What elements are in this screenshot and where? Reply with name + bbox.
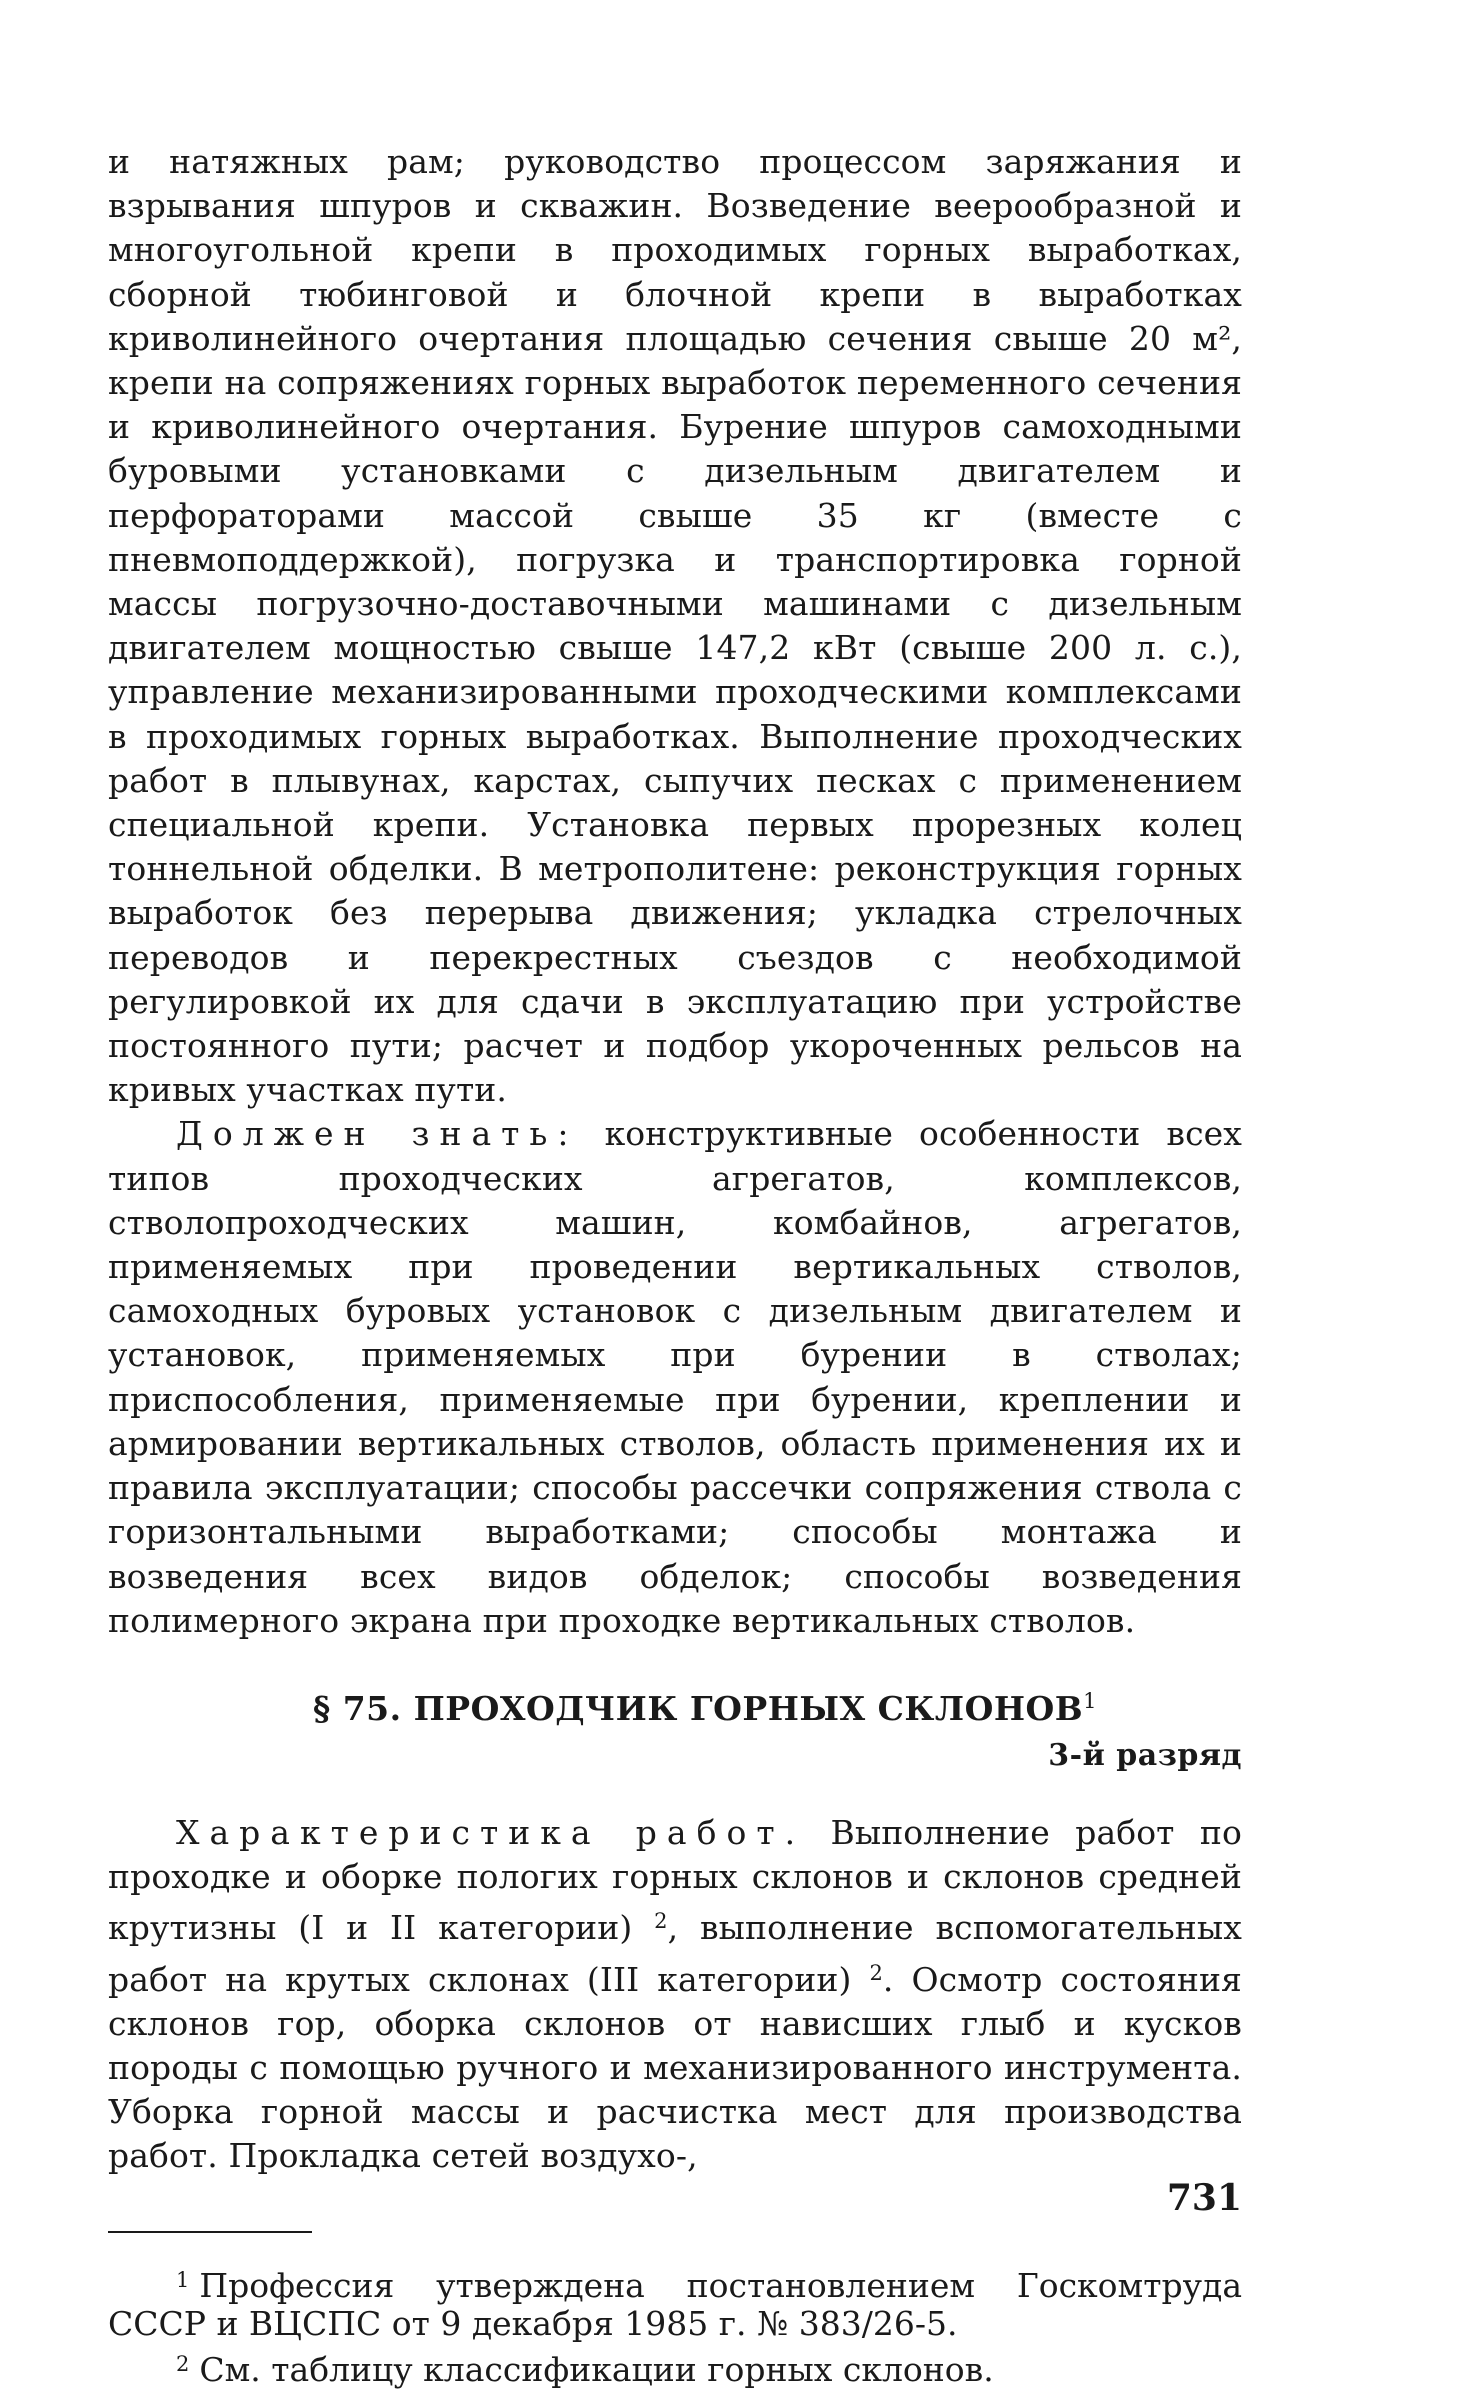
footnote-divider [108,2231,312,2233]
footnote-ref-b: 2 [869,1960,883,1985]
lead-phrase-job-description: Характеристика работ. [176,1812,806,1852]
footnote-2-text: См. таблицу классификации горных склонов. [199,2349,994,2389]
footnote-2-mark: 2 [176,2351,190,2376]
section-paragraph-part-3: . Осмотр состояния склонов гор, оборка склонов от нависших глыб и кусков породы с помощью ручного и механизированного инструмента. Уборка горной массы и расчистка мест для производства работ. Прокладка сетей воздухо-, [108,1959,1242,2176]
footnotes [108,2261,1242,2389]
section-paragraph-part-1: Выполнение работ по проходке и оборке пологих горных склонов и склонов средней крутизны (I и II категории) [108,1812,1242,1948]
page-content [108,140,1242,2389]
section-paragraph [108,1811,1242,2179]
page-number: 731 [1166,2177,1242,2219]
paragraph-2-text: конструктивные особенности всех типов проходческих агрегатов, комплексов, стволопроходческих машин, комбайнов, агрегатов, применяемых при проведении вертикальных стволов, самоходных буровых установок с дизельным двигателем и установок, применяемых при бурении в стволах; приспособления, применяемые при бурении, креплении и армировании вертикальных стволов, область применения их и правила эксплуатации; способы рассечки сопряжения ствола с горизонтальными выработками; способы монтажа и возведения всех видов обделок; способы возведения полимерного экрана при проходке вертикальных стволов. [108,1114,1242,1640]
body-paragraph-2 [108,1112,1242,1642]
lead-phrase-must-know: Должен знать: [176,1114,579,1154]
footnote-1-text: Профессия утверждена постановлением Госкомтруда СССР и ВЦСПС от 9 декабря 1985 г. № 383/26-5. [108,2265,1242,2343]
footnote-1-mark: 1 [176,2267,190,2292]
rank-label: 3-й разряд [1048,1737,1242,1773]
section-title-footnote-mark: 1 [1083,1688,1098,1713]
footnote-1 [108,2261,1242,2343]
footnote-2 [108,2345,1242,2389]
body-paragraph-1: и натяжных рам; руководство процессом заряжания и взрывания шпуров и скважин. Возведение веерообразной и многоугольной крепи в проходимых горных выработках, сборной тюбинговой и блочной крепи в выработках криволинейного очертания площадью сечения свыше 20 м², крепи на сопряжениях горных выработок переменного сечения и криволинейного очертания. Бурение шпуров самоходными буровыми установками с дизельным двигателем и перфораторами массой свыше 35 кг (вместе с пневмоподдержкой), погрузка и транспортировка горной массы погрузочно-доставочными машинами с дизельным двигателем мощностью свыше 147,2 кВт (свыше 200 л. с.), управление механизированными проходческими комплексами в проходимых горных выработках. Выполнение проходческих работ в плывунах, карстах, сыпучих песках с применением специальной крепи. Установка первых прорезных колец тоннельной обделки. В метрополитене: реконструкция горных выработок без перерыва движения; укладка стрелочных переводов и перекрестных съездов с необходимой регулировкой их для сдачи в эксплуатацию при устройстве постоянного пути; расчет и подбор укороченных рельсов на кривых участках пути. [108,142,1242,1110]
section-paragraph-part-2: , выполнение вспомогательных работ на крутых склонах (III категории) [108,1908,1242,1999]
section-heading [108,1679,1242,1731]
footnote-ref-a: 2 [654,1909,668,1934]
section-title: § 75. ПРОХОДЧИК ГОРНЫХ СКЛОНОВ [312,1688,1084,1728]
